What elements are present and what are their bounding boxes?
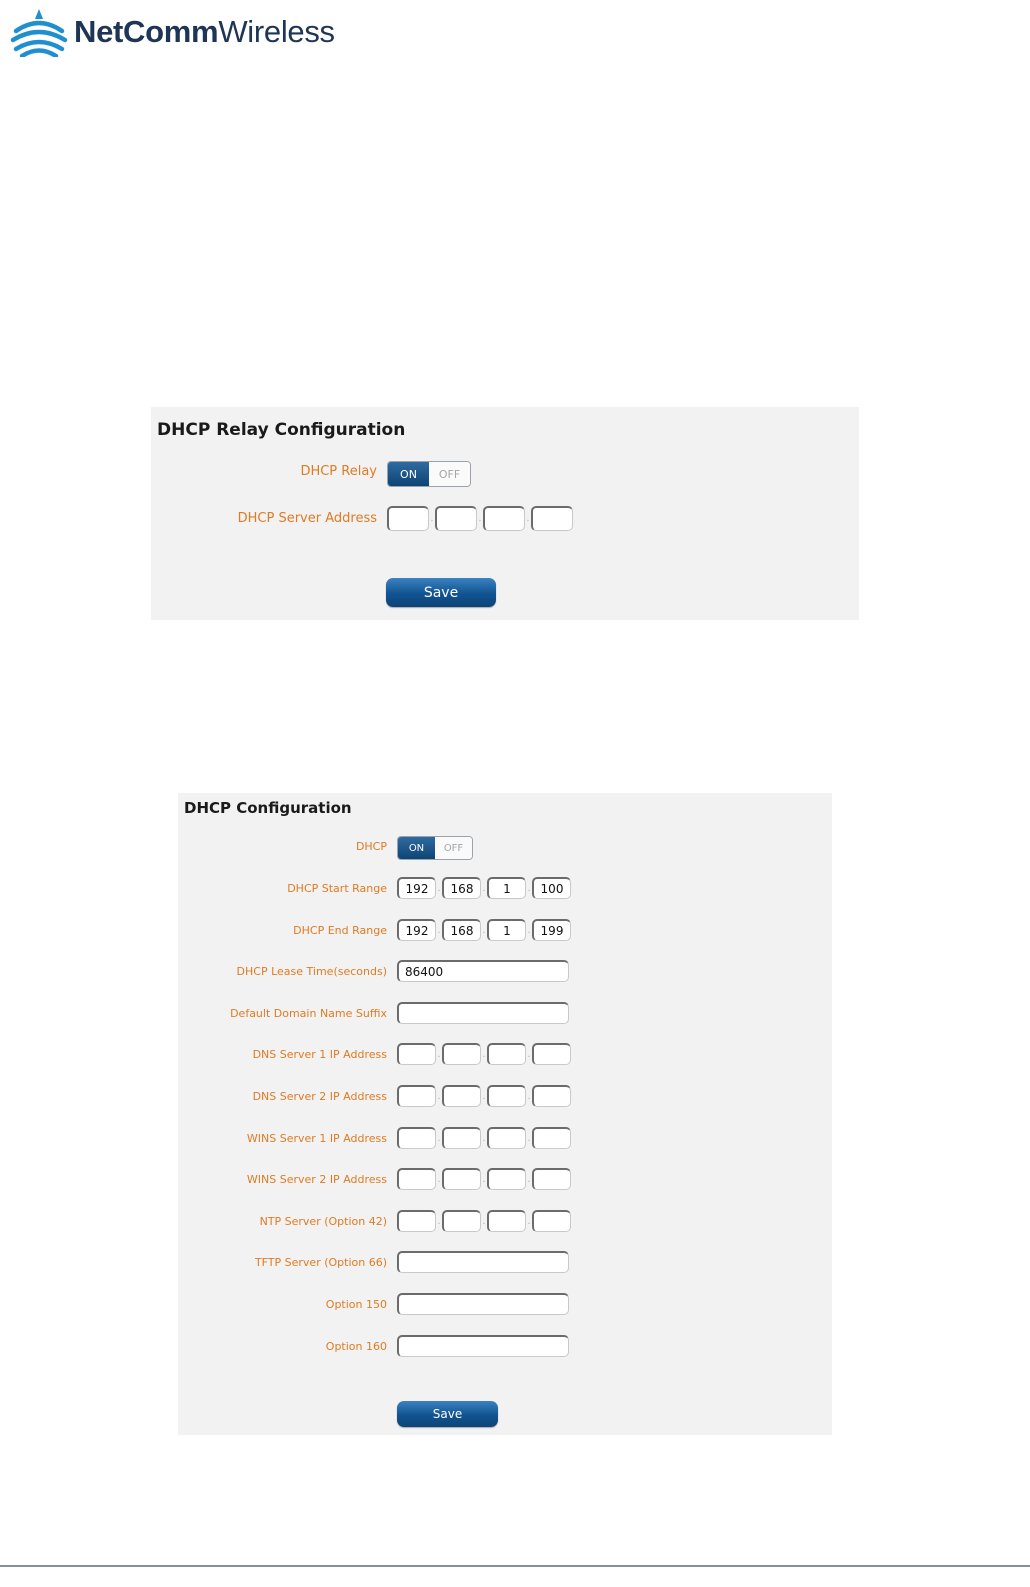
ip-separator: . [527, 1048, 531, 1060]
field-label: Option 160 [325, 1340, 387, 1353]
footer-divider [0, 1565, 1030, 1567]
ip-separator: . [482, 1215, 486, 1227]
ip-separator: . [482, 1048, 486, 1060]
ip-separator: . [527, 1090, 531, 1102]
text-input[interactable] [397, 1002, 569, 1024]
wifi-signal-icon [10, 7, 68, 57]
dhcp-relay-label: DHCP Relay [300, 464, 377, 479]
dhcp-config-panel [178, 793, 832, 1435]
ip-separator: . [482, 882, 486, 894]
toggle-on-option[interactable]: ON [388, 462, 429, 486]
ip-octet-input[interactable] [487, 1127, 526, 1149]
field-label: Default Domain Name Suffix [230, 1007, 387, 1020]
ip-separator: . [482, 924, 486, 936]
ip-octet-input[interactable] [442, 1210, 481, 1232]
ip-octet-input[interactable] [442, 1127, 481, 1149]
ip-octet-input[interactable] [442, 1085, 481, 1107]
ip-octet-input[interactable]: 168 [442, 919, 481, 941]
ip-separator: . [527, 1215, 531, 1227]
ip-separator: . [482, 1132, 486, 1144]
dhcp-server-address-field [387, 506, 573, 531]
ip-octet-input[interactable] [442, 1043, 481, 1065]
ip-octet-input[interactable] [487, 1043, 526, 1065]
text-input[interactable] [397, 1251, 569, 1273]
dhcp-server-address-label: DHCP Server Address [237, 511, 377, 526]
brand-name [74, 14, 335, 50]
ip-address-field [397, 919, 571, 941]
panel-title: DHCP Relay Configuration [157, 420, 406, 440]
ip-separator: . [437, 1048, 441, 1060]
field-label: DHCP End Range [293, 924, 387, 937]
ip-separator: . [437, 1090, 441, 1102]
ip-address-field [397, 1043, 571, 1065]
ip-separator: . [482, 1090, 486, 1102]
field-label: DHCP Start Range [287, 882, 387, 895]
ip-octet-input[interactable] [435, 506, 477, 531]
ip-separator: . [478, 513, 482, 524]
panel-title: DHCP Configuration [184, 799, 352, 817]
ip-separator: . [527, 882, 531, 894]
dhcp-label: DHCP [355, 840, 387, 853]
ip-address-field [397, 877, 571, 899]
ip-octet-input[interactable] [532, 1085, 571, 1107]
toggle-on-option[interactable]: ON [398, 837, 435, 859]
ip-octet-input[interactable] [487, 1168, 526, 1190]
text-input[interactable]: 86400 [397, 960, 569, 982]
field-label: WINS Server 1 IP Address [246, 1132, 387, 1145]
ip-octet-input[interactable] [487, 1085, 526, 1107]
field-label: DHCP Lease Time(seconds) [236, 965, 387, 978]
ip-octet-input[interactable] [397, 1210, 436, 1232]
ip-octet-input[interactable] [387, 506, 429, 531]
ip-separator: . [437, 924, 441, 936]
ip-address-field [397, 1168, 571, 1190]
field-label: NTP Server (Option 42) [259, 1215, 387, 1228]
ip-octet-input[interactable] [532, 1127, 571, 1149]
ip-octet-input[interactable] [532, 1168, 571, 1190]
save-button[interactable]: Save [386, 578, 496, 607]
ip-octet-input[interactable]: 168 [442, 877, 481, 899]
dhcp-toggle[interactable] [397, 836, 473, 860]
ip-octet-input[interactable] [397, 1085, 436, 1107]
field-label: WINS Server 2 IP Address [246, 1173, 387, 1186]
ip-octet-input[interactable]: 199 [532, 919, 571, 941]
toggle-off-option[interactable]: OFF [435, 837, 472, 859]
ip-octet-input[interactable]: 1 [487, 877, 526, 899]
dhcp-relay-panel [151, 407, 859, 620]
ip-octet-input[interactable] [397, 1127, 436, 1149]
ip-octet-input[interactable] [397, 1168, 436, 1190]
brand-name-bold: NetComm [74, 14, 219, 49]
brand-name-regular: Wireless [218, 14, 335, 49]
ip-separator: . [526, 513, 530, 524]
ip-separator: . [437, 882, 441, 894]
netcomm-logo [10, 6, 335, 58]
ip-octet-input[interactable]: 100 [532, 877, 571, 899]
ip-separator: . [527, 1132, 531, 1144]
field-label: DNS Server 1 IP Address [252, 1048, 387, 1061]
ip-octet-input[interactable]: 192 [397, 877, 436, 899]
ip-octet-input[interactable] [483, 506, 525, 531]
ip-octet-input[interactable] [487, 1210, 526, 1232]
ip-separator: . [482, 1173, 486, 1185]
field-label: DNS Server 2 IP Address [252, 1090, 387, 1103]
text-input[interactable] [397, 1335, 569, 1357]
ip-separator: . [527, 924, 531, 936]
toggle-off-option[interactable]: OFF [429, 462, 470, 486]
ip-octet-input[interactable] [532, 1043, 571, 1065]
dhcp-relay-toggle[interactable] [387, 461, 471, 487]
ip-octet-input[interactable]: 192 [397, 919, 436, 941]
ip-octet-input[interactable] [532, 1210, 571, 1232]
ip-separator: . [527, 1173, 531, 1185]
save-button[interactable]: Save [397, 1401, 498, 1427]
ip-address-field [397, 1210, 571, 1232]
ip-separator: . [437, 1132, 441, 1144]
ip-octet-input[interactable] [442, 1168, 481, 1190]
ip-separator: . [437, 1215, 441, 1227]
ip-separator: . [430, 513, 434, 524]
ip-octet-input[interactable] [531, 506, 573, 531]
ip-address-field [397, 1085, 571, 1107]
text-input[interactable] [397, 1293, 569, 1315]
field-label: Option 150 [325, 1298, 387, 1311]
ip-octet-input[interactable] [397, 1043, 436, 1065]
ip-separator: . [437, 1173, 441, 1185]
ip-address-field [397, 1127, 571, 1149]
ip-octet-input[interactable]: 1 [487, 919, 526, 941]
field-label: TFTP Server (Option 66) [254, 1256, 387, 1269]
